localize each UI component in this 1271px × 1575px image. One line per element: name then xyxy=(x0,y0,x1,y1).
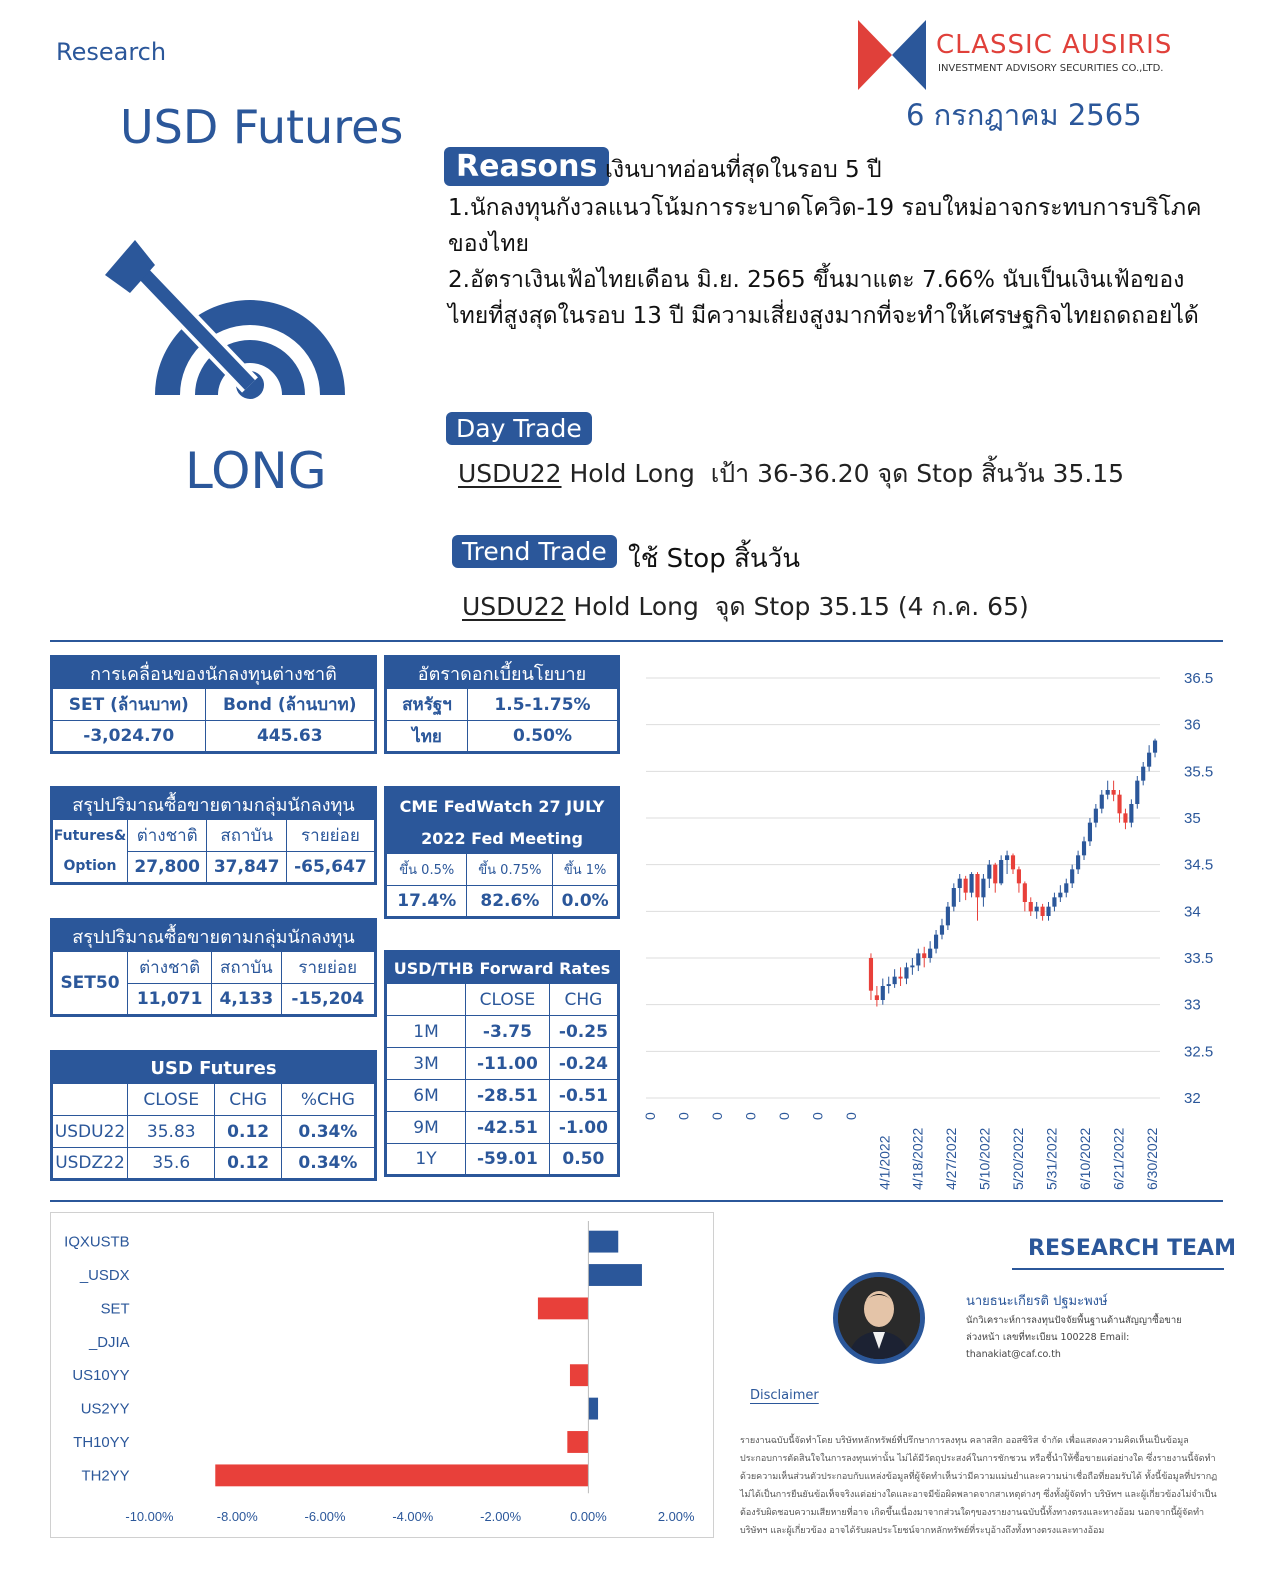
x-tick-label: 5/20/2022 xyxy=(1010,1127,1027,1190)
candle-body xyxy=(1041,907,1045,916)
candle-body xyxy=(987,865,991,879)
forward-rates-table xyxy=(384,950,620,1177)
candle-body xyxy=(1005,855,1009,860)
candle-body xyxy=(1023,883,1027,902)
table-cell: 0.50 xyxy=(549,1144,618,1176)
category-label: TH10YY xyxy=(73,1434,130,1451)
candle-body xyxy=(1046,907,1050,916)
x-tick-label: 0 xyxy=(775,1112,792,1120)
table-cell: -0.25 xyxy=(549,1016,618,1048)
page-title: USD Futures xyxy=(120,100,404,154)
table-cell: -3,024.70 xyxy=(52,721,206,753)
trend-trade-text: Hold Long จุด Stop 35.15 (4 ก.ค. 65) xyxy=(573,592,1029,621)
table-cell: 1.5-1.75% xyxy=(468,689,619,721)
table-cell: 9M xyxy=(386,1112,466,1144)
analyst-description: นักวิเคราะห์การลงทุนปัจจัยพื้นฐานด้านสัญญาซื้อขายล่วงหน้า เลขที่ทะเบียน 100228 Email: thanakiat@caf.co.th xyxy=(966,1315,1182,1360)
category-label: IQXUSTB xyxy=(64,1234,130,1251)
x-tick-label: 4/27/2022 xyxy=(943,1127,960,1190)
candle-body xyxy=(934,935,938,949)
table-cell: USDZ22 xyxy=(52,1148,128,1180)
table-row xyxy=(52,1116,376,1148)
x-tick-label: 0.00% xyxy=(570,1509,607,1525)
trend-trade-symbol: USDU22 xyxy=(462,592,566,621)
bar xyxy=(570,1364,588,1386)
candle-body xyxy=(1088,823,1092,842)
table-title: USD Futures xyxy=(52,1052,376,1084)
col-header: ต่างชาติ xyxy=(128,820,207,852)
x-tick-label: 4/1/2022 xyxy=(876,1135,893,1190)
table-row xyxy=(386,1016,619,1048)
category-label: US10YY xyxy=(72,1368,130,1385)
table-cell: สหรัฐฯ xyxy=(386,689,468,721)
reasons-list xyxy=(448,190,1218,334)
bar xyxy=(567,1431,588,1453)
candle-body xyxy=(904,967,908,978)
candle-body xyxy=(940,925,944,934)
candle-body xyxy=(1135,781,1139,804)
candle-body xyxy=(916,953,920,965)
col-header: Bond (ล้านบาท) xyxy=(205,689,375,721)
col-header: ขึ้น 0.75% xyxy=(467,854,553,886)
category-label: US2YY xyxy=(80,1401,130,1418)
table-title: CME FedWatch 27 JULY xyxy=(386,788,619,824)
y-tick-label: 35.5 xyxy=(1184,763,1214,781)
candle-body xyxy=(1035,907,1039,912)
candle-body xyxy=(1123,813,1127,822)
trend-trade-line xyxy=(462,587,1029,627)
table-cell: 0.0% xyxy=(553,886,619,918)
y-tick-label: 32 xyxy=(1184,1090,1201,1107)
table-cell: 1Y xyxy=(386,1144,466,1176)
analyst-name: นายธนะเกียรติ ปฐมะพงษ์ xyxy=(966,1294,1108,1309)
day-trade-line xyxy=(458,454,1124,494)
candle-body xyxy=(993,865,997,884)
trend-trade-tag: Trend Trade xyxy=(452,535,617,568)
table-cell: 0.34% xyxy=(281,1116,375,1148)
col-header: SET (ล้านบาท) xyxy=(52,689,206,721)
y-tick-label: 36 xyxy=(1184,716,1201,734)
table-cell: 0.12 xyxy=(215,1148,281,1180)
col-header: ขึ้น 0.5% xyxy=(386,854,467,886)
candle-body xyxy=(1017,869,1021,883)
table-cell: -11.00 xyxy=(466,1048,550,1080)
x-tick-label: 6/10/2022 xyxy=(1077,1127,1094,1190)
disclaimer-text: รายงานฉบับนี้จัดทำโดย บริษัทหลักทรัพย์ที่ปรึกษาการลงทุน คลาสสิก ออสซิริส จำกัด เพื่อแสดงความคิดเห็นเป็นข้อมูลประกอบการตัดสินใจในการลงทุนเท่านั้น ไม่ได้มีวัตถุประสงค์ในการชักชวน หรือชี้นำให้ซื้อขายแต่อย่างใด ซึ่งรายงานนี้จัดทำด้วยความเห็นส่วนตัวประกอบกับแหล่งข้อมูลที่ผู้จัดทำเห็นว่ามีความแม่นยำและความน่าเชื่อถือที่ยอมรับได้ ทั้งนี้ข้อมูลที่ปรากฏไม่ได้เป็นการยืนยันข้อเท็จจริงแต่อย่างใดและอาจมีข้อผิดพลาดจากสาเหตุต่างๆ ซึ่งทั้งผู้จัดทำ บริษัทฯ และผู้เกี่ยวข้องไม่จำเป็นต้องรับผิดชอบความเสียหายที่อาจ เกิดขึ้นเนื่องมาจากส่วนใดๆของรายงานฉบับนี้ทั้งทางตรงและทางอ้อม นอกจากนี้ผู้จัดทำ บริษัทฯ และผู้เกี่ยวข้อง อาจได้รับผลประโยชน์จากหลักทรัพย์ที่ระบุอ้างถึงทั้งทางตรงและทางอ้อม xyxy=(740,1436,1218,1536)
candle-body xyxy=(928,949,932,958)
table-cell: -3.75 xyxy=(466,1016,550,1048)
candle-body xyxy=(952,888,956,907)
x-tick-label: 5/10/2022 xyxy=(976,1127,993,1190)
table-cell: -42.51 xyxy=(466,1112,550,1144)
candle-body xyxy=(1094,809,1098,823)
candle-body xyxy=(1058,893,1062,898)
candle-body xyxy=(981,879,985,898)
candle-body xyxy=(1029,902,1033,911)
table-cell: ไทย xyxy=(386,721,468,753)
usd-futures-candlestick-chart xyxy=(640,660,1230,1200)
target-arrow-icon xyxy=(100,235,360,405)
col-header: สถาบัน xyxy=(212,952,281,984)
usd-futures-table xyxy=(50,1050,377,1181)
table-cell: 11,071 xyxy=(128,984,212,1016)
candle-body xyxy=(898,977,902,979)
brand-name: CLASSIC AUSIRIS xyxy=(936,30,1173,60)
candle-body xyxy=(910,965,914,967)
table-cell: 27,800 xyxy=(128,852,207,884)
table-row xyxy=(52,1148,376,1180)
x-tick-label: 0 xyxy=(642,1112,658,1120)
bar xyxy=(588,1231,618,1253)
reason-item: 1.นักลงทุนกังวลแนวโน้มการระบาดโควิด-19 รอบใหม่อาจกระทบการบริโภคของไทย xyxy=(448,195,1202,257)
market-change-bar-chart xyxy=(50,1212,714,1538)
table-cell: -1.00 xyxy=(549,1112,618,1144)
trend-trade-headline: ใช้ Stop สิ้นวัน xyxy=(628,544,800,574)
candle-body xyxy=(1076,855,1080,869)
candle-body xyxy=(1100,795,1104,809)
candle-body xyxy=(958,879,962,888)
candle-body xyxy=(922,953,926,958)
x-tick-label: 5/31/2022 xyxy=(1043,1127,1060,1190)
brand-subtitle: INVESTMENT ADVISORY SECURITIES CO.,LTD. xyxy=(938,63,1164,74)
col-header xyxy=(386,984,466,1016)
candle-body xyxy=(975,874,979,897)
candle-body xyxy=(1153,741,1157,753)
investor-set50-table xyxy=(50,918,377,1017)
disclaimer-label: Disclaimer xyxy=(750,1388,819,1403)
candle-body xyxy=(1112,790,1116,795)
x-tick-label: 6/21/2022 xyxy=(1110,1127,1127,1190)
bar xyxy=(588,1398,598,1420)
candle-body xyxy=(1147,753,1151,767)
row-label-line: Option xyxy=(63,858,117,874)
policy-rate-table xyxy=(384,655,620,754)
table-cell: -0.24 xyxy=(549,1048,618,1080)
table-cell: -28.51 xyxy=(466,1080,550,1112)
col-header: CLOSE xyxy=(128,1084,215,1116)
candle-body xyxy=(1070,869,1074,883)
table-title: USD/THB Forward Rates xyxy=(386,952,619,984)
candle-body xyxy=(1064,883,1068,892)
table-cell: -65,647 xyxy=(286,852,375,884)
report-date: 6 กรกฎาคม 2565 xyxy=(906,98,1142,132)
category-label: TH2YY xyxy=(81,1468,130,1485)
x-tick-label: -4.00% xyxy=(392,1509,434,1525)
category-label: SET xyxy=(100,1301,130,1318)
table-cell: 1M xyxy=(386,1016,466,1048)
col-header xyxy=(52,1084,128,1116)
table-cell: 37,847 xyxy=(207,852,286,884)
table-row xyxy=(386,1080,619,1112)
y-tick-label: 33 xyxy=(1184,996,1201,1014)
table-title: สรุปปริมาณซื้อขายตามกลุ่มนักลงทุน xyxy=(52,788,376,820)
col-header: รายย่อย xyxy=(286,820,375,852)
bar xyxy=(588,1264,642,1286)
x-tick-label: -8.00% xyxy=(216,1509,258,1525)
candle-body xyxy=(881,986,885,1000)
candle-body xyxy=(1052,897,1056,906)
x-tick-label: -6.00% xyxy=(304,1509,346,1525)
reasons-headline: เงินบาทอ่อนที่สุดในรอบ 5 ปี xyxy=(605,157,882,183)
y-tick-label: 36.5 xyxy=(1184,670,1214,687)
position-label: LONG xyxy=(185,442,327,500)
person-icon xyxy=(838,1277,920,1359)
y-tick-label: 34.5 xyxy=(1184,856,1214,874)
table-cell: 3M xyxy=(386,1048,466,1080)
x-tick-label: 0 xyxy=(742,1112,759,1120)
col-header: %CHG xyxy=(281,1084,375,1116)
table-cell: -15,204 xyxy=(281,984,375,1016)
row-label xyxy=(52,820,128,884)
col-header: CHG xyxy=(549,984,618,1016)
foreign-flow-table xyxy=(50,655,377,754)
category-label: _DJIA xyxy=(88,1334,130,1351)
col-header: สถาบัน xyxy=(207,820,286,852)
table-cell: 35.6 xyxy=(128,1148,215,1180)
x-tick-label: 4/18/2022 xyxy=(909,1127,926,1190)
table-title: 2022 Fed Meeting xyxy=(386,824,619,854)
col-header: ขึ้น 1% xyxy=(553,854,619,886)
table-cell: 0.12 xyxy=(215,1116,281,1148)
table-cell: 0.34% xyxy=(281,1148,375,1180)
table-cell: 6M xyxy=(386,1080,466,1112)
x-tick-label: 6/30/2022 xyxy=(1144,1127,1160,1190)
table-title: การเคลื่อนของนักลงทุนต่างชาติ xyxy=(52,657,376,689)
table-cell: 445.63 xyxy=(205,721,375,753)
brand-logo-icon xyxy=(858,20,926,90)
y-tick-label: 35 xyxy=(1184,810,1201,827)
candle-body xyxy=(964,879,968,893)
x-tick-label: 0 xyxy=(675,1112,692,1120)
candle-body xyxy=(1117,795,1121,814)
divider-bottom xyxy=(50,1200,1223,1202)
day-trade-text: Hold Long เป้า 36-36.20 จุด Stop สิ้นวัน 35.15 xyxy=(569,459,1125,488)
fedwatch-table xyxy=(384,786,620,919)
candle-body xyxy=(1106,790,1110,795)
table-title: สรุปปริมาณซื้อขายตามกลุ่มนักลงทุน xyxy=(52,920,376,952)
section-label: Research xyxy=(56,38,167,66)
row-label-line: Futures& xyxy=(53,828,127,844)
table-title: อัตราดอกเบี้ยนโยบาย xyxy=(386,657,619,689)
y-tick-label: 33.5 xyxy=(1184,950,1214,967)
table-row xyxy=(386,1144,619,1176)
table-row xyxy=(386,1048,619,1080)
x-tick-label: 0 xyxy=(708,1112,725,1120)
reasons-tag: Reasons xyxy=(444,147,609,186)
day-trade-symbol: USDU22 xyxy=(458,459,562,488)
candle-body xyxy=(875,995,879,1000)
investor-futures-table xyxy=(50,786,377,885)
research-team-underline xyxy=(1012,1268,1224,1270)
candle-body xyxy=(887,984,891,986)
candle-body xyxy=(1141,767,1145,781)
x-tick-label: 0 xyxy=(842,1112,859,1120)
table-cell: -59.01 xyxy=(466,1144,550,1176)
candle-body xyxy=(893,977,897,984)
day-trade-tag: Day Trade xyxy=(446,412,592,445)
table-row xyxy=(386,1112,619,1144)
candle-body xyxy=(970,874,974,893)
candle-body xyxy=(869,958,873,991)
x-tick-label: 2.00% xyxy=(657,1509,695,1525)
table-cell: -0.51 xyxy=(549,1080,618,1112)
x-tick-label: -2.00% xyxy=(480,1509,522,1525)
x-tick-label: 0 xyxy=(809,1112,826,1120)
analyst-avatar xyxy=(833,1272,925,1364)
candle-body xyxy=(1129,804,1133,823)
table-cell: 17.4% xyxy=(386,886,467,918)
divider-top xyxy=(50,640,1223,642)
table-cell: 35.83 xyxy=(128,1116,215,1148)
category-label: _USDX xyxy=(79,1267,130,1284)
candle-body xyxy=(1082,841,1086,855)
candle-body xyxy=(946,907,950,926)
y-tick-label: 34 xyxy=(1184,903,1201,921)
x-tick-label: -10.00% xyxy=(125,1509,174,1525)
table-cell: 4,133 xyxy=(212,984,281,1016)
col-header: CHG xyxy=(215,1084,281,1116)
y-tick-label: 32.5 xyxy=(1184,1043,1214,1061)
table-cell: 0.50% xyxy=(468,721,619,753)
bar xyxy=(215,1464,588,1486)
reason-item: 2.อัตราเงินเฟ้อไทยเดือน มิ.ย. 2565 ขึ้นมาแตะ 7.66% นับเป็นเงินเฟ้อของไทยที่สูงสุดในรอบ 13 ปี มีความเสี่ยงสูงมากที่จะทำให้เศรษฐกิจไทยถดถอยได้ xyxy=(448,267,1199,329)
table-cell: 82.6% xyxy=(467,886,553,918)
col-header: ต่างชาติ xyxy=(128,952,212,984)
candle-body xyxy=(999,860,1003,883)
col-header: รายย่อย xyxy=(281,952,375,984)
row-label: SET50 xyxy=(52,952,128,1016)
table-cell: USDU22 xyxy=(52,1116,128,1148)
research-team-title: RESEARCH TEAM xyxy=(1028,1236,1236,1261)
col-header: CLOSE xyxy=(466,984,550,1016)
candle-body xyxy=(1011,855,1015,869)
bar xyxy=(538,1297,588,1319)
